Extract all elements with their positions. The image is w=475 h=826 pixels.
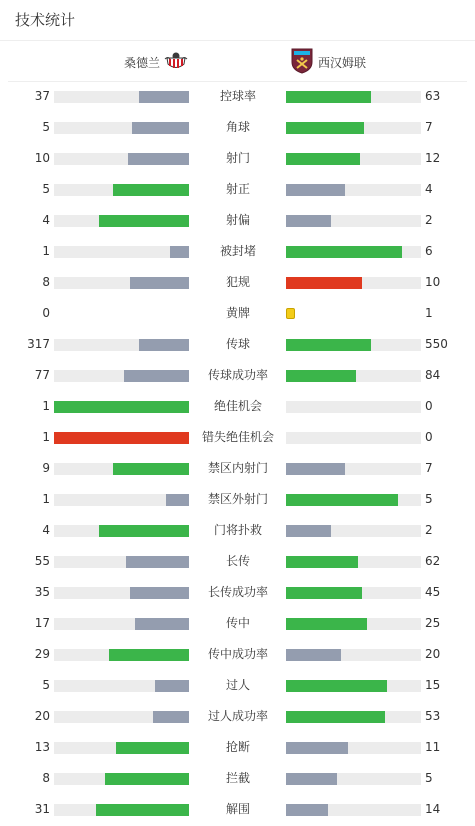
- away-stat-bar: [286, 587, 421, 599]
- away-stat-value: 62: [425, 554, 441, 568]
- stat-label: 禁区内射门: [207, 461, 268, 475]
- home-stat-value: 29: [34, 647, 50, 661]
- away-stat-bar-fill: [286, 556, 358, 568]
- home-stat-value: 1: [42, 430, 50, 444]
- home-stat-value: 8: [42, 275, 50, 289]
- away-stat-value: 10: [425, 275, 441, 289]
- away-stat-bar-fill: [286, 742, 348, 754]
- away-stat-value: 63: [425, 89, 441, 103]
- home-team-name: 桑德兰: [124, 55, 161, 70]
- away-stat-bar-fill: [286, 649, 341, 661]
- away-stat-bar: [286, 153, 421, 165]
- away-stat-value: 5: [425, 771, 433, 785]
- home-stat-value: 0: [42, 306, 50, 320]
- away-stat-bar: [286, 680, 421, 692]
- stat-label: 犯规: [225, 275, 250, 289]
- home-stat-bar-fill: [135, 618, 189, 630]
- stat-row: [0, 236, 475, 267]
- home-stat-value: 4: [42, 213, 50, 227]
- away-stat-value: 14: [425, 802, 441, 816]
- home-stat-bar: [54, 804, 189, 816]
- home-stat-bar-fill: [130, 277, 189, 289]
- home-stat-value: 37: [34, 89, 50, 103]
- away-stat-bar-fill: [286, 122, 364, 134]
- home-stat-value: 5: [42, 182, 50, 196]
- stat-label: 传球成功率: [207, 368, 268, 382]
- stat-label: 绝佳机会: [213, 399, 262, 413]
- home-stat-bar: [54, 742, 189, 754]
- home-stat-bar-fill: [54, 401, 189, 413]
- header-divider: [0, 40, 475, 41]
- team-header: [0, 44, 475, 80]
- away-stat-value: 20: [425, 647, 441, 661]
- stat-row: [0, 267, 475, 298]
- away-stat-value: 15: [425, 678, 441, 692]
- stat-label: 被封堵: [219, 244, 256, 258]
- away-stat-bar: [286, 711, 421, 723]
- away-stat-value: 84: [425, 368, 441, 382]
- away-stat-bar: [286, 184, 421, 196]
- stat-row: [0, 515, 475, 546]
- away-stat-bar: [286, 339, 421, 351]
- home-stat-bar: [54, 649, 189, 661]
- stat-label: 射门: [225, 151, 250, 165]
- stat-label: 抢断: [225, 740, 250, 754]
- away-stat-value: 0: [425, 399, 433, 413]
- home-stat-bar: [54, 587, 189, 599]
- home-stat-bar: [54, 525, 189, 537]
- stat-label: 射偏: [225, 213, 250, 227]
- home-stat-value: 1: [42, 492, 50, 506]
- home-stat-bar-fill: [139, 91, 189, 103]
- stat-row: [0, 329, 475, 360]
- away-stat-bar: [286, 370, 421, 382]
- away-stat-bar: [286, 494, 421, 506]
- stat-label: 长传: [225, 554, 250, 568]
- away-stat-value: 0: [425, 430, 433, 444]
- stat-row: [0, 732, 475, 763]
- away-stat-value: 45: [425, 585, 441, 599]
- stat-label: 射正: [225, 182, 250, 196]
- sunderland-crest-icon: [164, 50, 188, 75]
- away-stat-value: 4: [425, 182, 433, 196]
- home-stat-bar-fill: [99, 215, 189, 227]
- stat-row: [0, 298, 475, 329]
- away-team[interactable]: [291, 44, 366, 80]
- home-stat-bar: [54, 339, 189, 351]
- stat-row: [0, 81, 475, 112]
- home-stat-bar-fill: [155, 680, 189, 692]
- home-stat-bar-fill: [113, 184, 189, 196]
- home-stat-value: 5: [42, 120, 50, 134]
- home-stat-bar-fill: [96, 804, 189, 816]
- away-stat-bar: [286, 742, 421, 754]
- home-stat-bar: [54, 370, 189, 382]
- stat-label: 解围: [225, 802, 250, 816]
- away-stat-bar: [286, 649, 421, 661]
- home-stat-value: 317: [27, 337, 50, 351]
- away-stat-value: 550: [425, 337, 448, 351]
- home-stat-value: 31: [34, 802, 50, 816]
- home-stat-bar-fill: [99, 525, 189, 537]
- home-stat-bar: [54, 91, 189, 103]
- home-stat-bar-fill: [139, 339, 189, 351]
- home-stat-bar: [54, 277, 189, 289]
- away-stat-bar-fill: [286, 525, 331, 537]
- away-stat-value: 1: [425, 306, 433, 320]
- stat-label: 传球: [225, 337, 250, 351]
- stat-row: [0, 484, 475, 515]
- home-stat-bar-fill: [130, 587, 189, 599]
- home-stat-value: 8: [42, 771, 50, 785]
- away-stat-bar-fill: [286, 680, 387, 692]
- home-stat-bar: [54, 556, 189, 568]
- stat-row: [0, 143, 475, 174]
- away-stat-bar-fill: [286, 370, 356, 382]
- away-stat-bar-fill: [286, 587, 362, 599]
- stat-row: [0, 360, 475, 391]
- home-stat-bar-fill: [126, 556, 189, 568]
- home-stat-bar: [54, 618, 189, 630]
- stat-row: [0, 453, 475, 484]
- away-stat-bar: [286, 463, 421, 475]
- stat-label: 角球: [225, 120, 250, 134]
- home-stat-value: 1: [42, 244, 50, 258]
- home-stat-bar: [54, 680, 189, 692]
- stat-row: [0, 422, 475, 453]
- away-stat-bar: [286, 277, 421, 289]
- header-title: 技术统计: [15, 11, 76, 29]
- stat-label: 长传成功率: [207, 585, 268, 599]
- home-stat-value: 13: [34, 740, 50, 754]
- home-stat-bar-fill: [105, 773, 189, 785]
- away-stat-bar-fill: [286, 494, 398, 506]
- stat-row: [0, 639, 475, 670]
- home-stat-value: 17: [34, 616, 50, 630]
- away-stat-bar: [286, 246, 421, 258]
- home-stat-bar-fill: [116, 742, 189, 754]
- away-stat-bar-fill: [286, 618, 367, 630]
- stat-label: 黄牌: [225, 306, 250, 320]
- stat-label: 控球率: [219, 89, 256, 103]
- away-stat-value: 7: [425, 461, 433, 475]
- yellow-card-icon: [286, 308, 295, 319]
- home-stat-bar: [54, 401, 189, 413]
- stat-label: 门将扑救: [213, 523, 262, 537]
- away-stat-value: 12: [425, 151, 441, 165]
- away-stat-value: 5: [425, 492, 433, 506]
- stat-label: 错失绝佳机会: [201, 430, 274, 444]
- stat-row: [0, 763, 475, 794]
- stat-label: 过人: [225, 678, 250, 692]
- home-stat-value: 9: [42, 461, 50, 475]
- west-ham-crest-icon: [291, 48, 313, 77]
- home-stat-value: 20: [34, 709, 50, 723]
- home-stat-bar: [54, 215, 189, 227]
- home-stat-bar: [54, 122, 189, 134]
- home-stat-value: 77: [34, 368, 50, 382]
- away-stat-bar-fill: [286, 339, 371, 351]
- stat-row: [0, 577, 475, 608]
- stat-label: 传中成功率: [207, 647, 268, 661]
- home-stat-bar-fill: [132, 122, 189, 134]
- stat-label: 禁区外射门: [207, 492, 268, 506]
- away-stat-bar: [286, 618, 421, 630]
- stat-label: 拦截: [225, 771, 250, 785]
- away-stat-bar-fill: [286, 215, 331, 227]
- away-stat-bar: [286, 556, 421, 568]
- stat-row: [0, 670, 475, 701]
- home-stat-value: 10: [34, 151, 50, 165]
- away-stat-value: 53: [425, 709, 441, 723]
- home-stat-value: 35: [34, 585, 50, 599]
- away-stat-bar: [286, 804, 421, 816]
- home-stat-value: 4: [42, 523, 50, 537]
- stat-row: [0, 112, 475, 143]
- home-stat-bar-fill: [166, 494, 189, 506]
- home-stat-bar-fill: [54, 432, 189, 444]
- home-stat-bar: [54, 773, 189, 785]
- stat-row: [0, 174, 475, 205]
- away-stat-bar: [286, 525, 421, 537]
- away-stat-bar-fill: [286, 804, 328, 816]
- stat-row: [0, 608, 475, 639]
- away-stat-bar-fill: [286, 711, 385, 723]
- away-team-name: 西汉姆联: [318, 55, 367, 70]
- home-stat-bar-fill: [124, 370, 189, 382]
- away-stat-value: 2: [425, 213, 433, 227]
- stat-row: [0, 794, 475, 825]
- stat-row: [0, 701, 475, 732]
- home-stat-bar: [54, 246, 189, 258]
- home-stat-bar: [54, 153, 189, 165]
- away-stat-bar-fill: [286, 153, 360, 165]
- away-stat-bar-fill: [286, 246, 402, 258]
- home-stat-bar: [54, 184, 189, 196]
- home-team[interactable]: [124, 44, 188, 80]
- away-stat-value: 2: [425, 523, 433, 537]
- home-stat-bar: [54, 432, 189, 444]
- stat-row: [0, 391, 475, 422]
- home-stat-bar-fill: [128, 153, 189, 165]
- home-stat-value: 5: [42, 678, 50, 692]
- away-stat-bar: [286, 91, 421, 103]
- away-stat-bar-fill: [286, 91, 371, 103]
- away-stat-bar: [286, 122, 421, 134]
- stat-label: 过人成功率: [207, 709, 268, 723]
- home-stat-bar-fill: [153, 711, 189, 723]
- home-stat-bar: [54, 494, 189, 506]
- away-stat-value: 11: [425, 740, 441, 754]
- away-stat-bar-fill: [286, 184, 345, 196]
- away-stat-value: 7: [425, 120, 433, 134]
- home-stat-value: 55: [34, 554, 50, 568]
- away-stat-bar-fill: [286, 773, 337, 785]
- away-stat-bar-fill: [286, 463, 345, 475]
- stat-label: 传中: [225, 616, 250, 630]
- away-stat-value: 25: [425, 616, 441, 630]
- away-stat-value: 6: [425, 244, 433, 258]
- away-stat-bar-fill: [286, 277, 362, 289]
- home-stat-value: 1: [42, 399, 50, 413]
- away-stat-bar: [286, 215, 421, 227]
- home-stat-bar: [54, 463, 189, 475]
- away-stat-bar: [286, 432, 421, 444]
- home-stat-bar-fill: [170, 246, 189, 258]
- stat-row: [0, 205, 475, 236]
- away-stat-bar: [286, 401, 421, 413]
- home-stat-bar: [54, 711, 189, 723]
- away-stat-bar: [286, 773, 421, 785]
- stats-list: [0, 81, 475, 825]
- stat-row: [0, 546, 475, 577]
- home-stat-bar-fill: [109, 649, 189, 661]
- home-stat-bar-fill: [113, 463, 189, 475]
